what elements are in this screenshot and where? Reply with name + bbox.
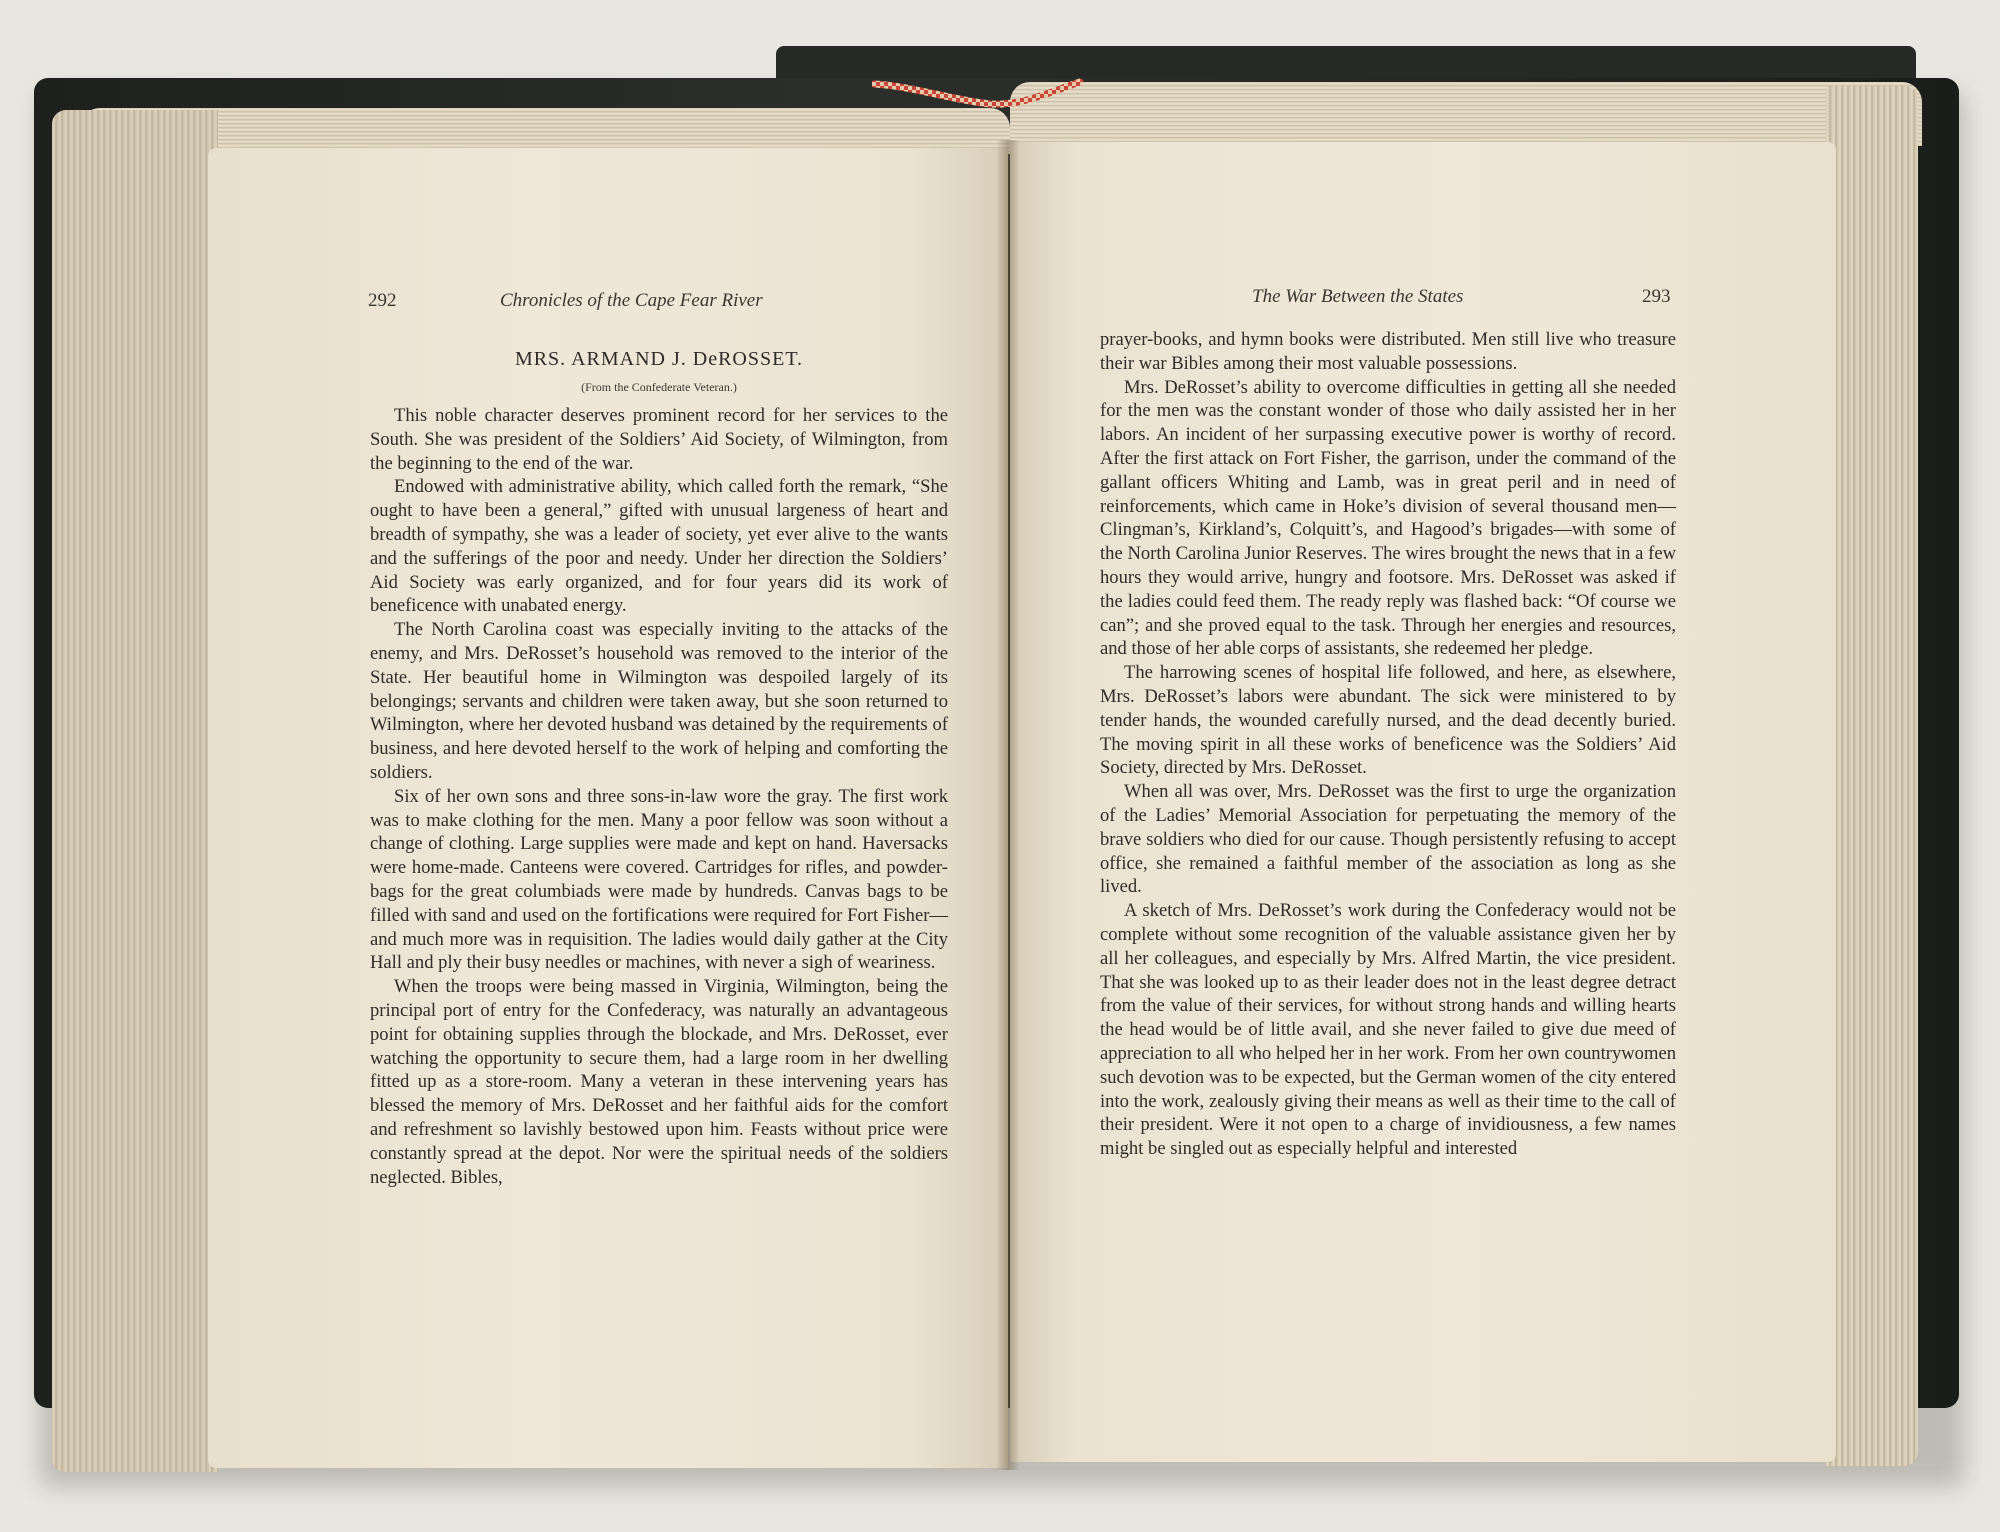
left-running-title: Chronicles of the Cape Fear River <box>500 290 763 311</box>
paragraph: prayer-books, and hymn books were distributed. Men still live who treasure their war Bibles among their most valuable possessions. <box>1100 329 1676 374</box>
paragraph: This noble character deserves prominent record for her services to the South. She was president of the Soldiers’ Aid Society, of Wilmington, from the beginning to the end of the war. <box>370 405 948 474</box>
paragraph: The North Carolina coast was especially inviting to the attacks of the enemy, and Mrs. DeRosset’s household was removed to the interior of the State. Her beautiful home in Wilmington was despoiled largely of its belongings; servants and children were taken away, but she soon returned to Wilmington, where her devoted husband was detained by the requirements of business, and here devoted herself to the work of helping and comforting the soldiers. <box>370 619 948 783</box>
paragraph: When the troops were being massed in Virginia, Wilmington, being the principal port of entry for the Confederacy, was naturally an advantageous point for obtaining supplies through the blockade, and Mrs. DeRosset, ever watching the opportunity to secure them, had a large room in her dwelling fitted up as a store-room. Many a veteran in these intervening years has blessed the memory of Mrs. DeRosset and her faithful aids for the comfort and refreshment so lavishly bestowed upon him. Feasts without price were constantly spread at the depot. Nor were the spiritual needs of the soldiers neglected. Bibles, <box>370 976 948 1188</box>
left-body-text <box>370 404 948 1189</box>
paragraph: Six of her own sons and three sons-in-law wore the gray. The first work was to make clothing for the men. Many a poor fellow was soon without a change of clothing. Large supplies were made and kept on hand. Haversacks were home-made. Canteens were covered. Cartridges for rifles, and powder-bags for the great columbiads were made by hundreds. Canvas bags to be filled with sand and used on the fortifications were required for Fort Fisher—and much more was in requisition. The ladies would daily gather at the City Hall and ply their busy needles or machines, with never a sigh of weariness. <box>370 785 948 974</box>
book-gutter <box>996 140 1020 1470</box>
page-edges-left <box>52 110 218 1472</box>
paragraph: The harrowing scenes of hospital life followed, and here, as elsewhere, Mrs. DeRosset’s labors were abundant. The sick were ministered to by tender hands, the wounded carefully nursed, and the dead decently buried. The moving spirit in all these works of beneficence was the Soldiers’ Aid Society, directed by Mrs. DeRosset. <box>1100 662 1676 779</box>
paragraph: Endowed with administrative ability, which called forth the remark, “She ought to have been a general,” gifted with unusual largeness of heart and breadth of sympathy, she was a leader of society, yet ever alive to the wants and the sufferings of the poor and needy. Under her direction the Soldiers’ Aid Society was early organized, and for four years did its work of beneficence with unabated energy. <box>370 476 948 617</box>
left-page-number: 292 <box>368 290 397 311</box>
page-edges-top-right <box>1010 82 1922 146</box>
paragraph: When all was over, Mrs. DeRosset was the first to urge the organization of the Ladies’ Memorial Association for perpetuating the memory of the brave soldiers who died for our cause. Though persistently refusing to accept office, she remained a faithful member of the association as long as she lived. <box>1100 781 1676 898</box>
right-page-number: 293 <box>1642 286 1671 307</box>
right-body-text <box>1100 328 1676 1161</box>
right-running-title: The War Between the States <box>1252 286 1464 307</box>
article-source: (From the Confederate Veteran.) <box>581 380 737 394</box>
paragraph: A sketch of Mrs. DeRosset’s work during the Confederacy would not be complete without some recognition of the valuable assistance given her by all her colleagues, and especially by Mrs. Alfred Martin, the vice president. That she was looked up to as their leader does not in the least degree detract from the value of their services, for without strong hands and willing hearts the head would be of little avail, and she never failed to give due meed of appreciation to all who helped her in her work. From her own countrywomen such devotion was to be expected, but the German women of the city entered into the work, zealously giving their means as well as their time to the call of their president. Were it not open to a charge of invidiousness, a few names might be singled out as especially helpful and interested <box>1100 900 1676 1160</box>
article-title: MRS. ARMAND J. DeROSSET. <box>514 348 804 370</box>
paragraph: Mrs. DeRosset’s ability to overcome difficulties in getting all she needed for the men was the constant wonder of those who daily assisted her in her labors. An incident of her surpassing executive power is worthy of record. After the first attack on Fort Fisher, the garrison, under the command of the gallant officers Whiting and Lamb, was in great peril and in need of reinforcements, which came in Hoke’s division of several thousand men—Clingman’s, Kirkland’s, Colquitt’s, and Hagood’s brigades—with some of the North Carolina Junior Reserves. The wires brought the news that in a few hours they would arrive, hungry and footsore. Mrs. DeRosset was asked if the ladies could feed them. The ready reply was flashed back: “Of course we can”; and she proved equal to the task. Through her energies and resources, and those of her able corps of assistants, she redeemed her pledge. <box>1100 376 1676 660</box>
page-edges-right <box>1826 86 1918 1466</box>
